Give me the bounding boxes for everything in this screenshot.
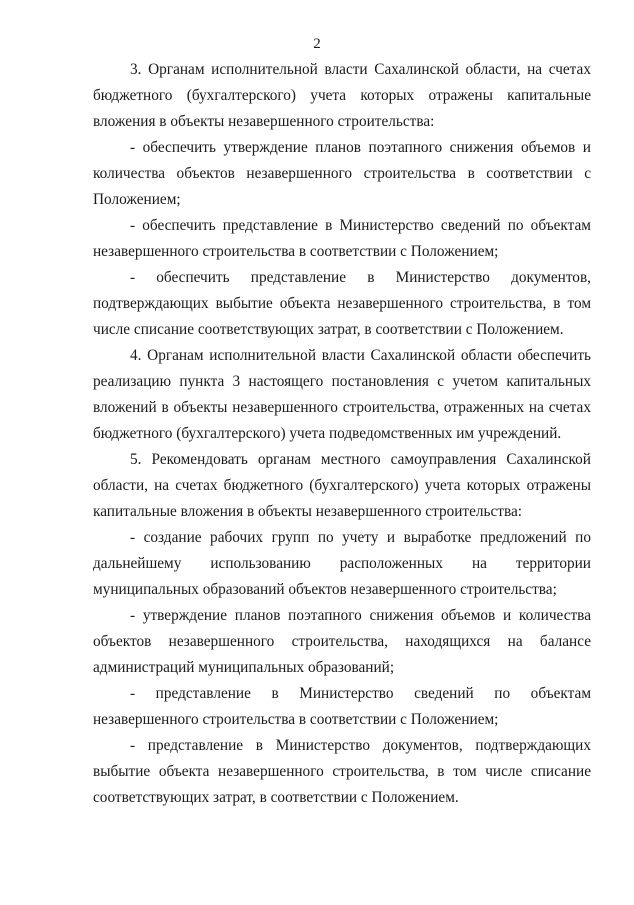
paragraph-5-item-documents: - представление в Министерство документов, подтверждающих выбытие объекта незавершенного строительства, в том числе списание соответствующих затрат, в соответствии с Положением. [93, 737, 591, 806]
paragraph-3-item-info: - обеспечить представление в Министерство сведений по объектам незавершенного строительства в соответствии с Положением; [93, 217, 591, 260]
paragraph-5-item-working-groups: - создание рабочих групп по учету и выработке предложений по дальнейшему использованию расположенных на территории муниципальных образований объектов незавершенного строительства; [93, 529, 591, 598]
paragraph-5-item-plans: - утверждение планов поэтапного снижения объемов и количества объектов незавершенного строительства, находящихся на балансе администраций муниципальных образований; [93, 607, 591, 676]
page-number: 2 [313, 36, 321, 52]
paragraph-4: 4. Органам исполнительной власти Сахалинской области обеспечить реализацию пункта 3 настоящего постановления с учетом капитальных вложений в объекты незавершенного строительства, отраженных на счетах бюджетного (бухгалтерского) учета подведомственных им учреждений. [93, 347, 591, 442]
paragraph-3-intro: 3. Органам исполнительной власти Сахалинской области, на счетах бюджетного (бухгалтерского) учета которых отражены капитальные вложения в объекты незавершенного строительства: [93, 61, 591, 130]
paragraph-5-item-info: - представление в Министерство сведений по объектам незавершенного строительства в соответствии с Положением; [93, 685, 591, 728]
paragraph-3-item-plans: - обеспечить утверждение планов поэтапного снижения объемов и количества объектов незавершенного строительства в соответствии с Положением; [93, 139, 591, 208]
document-body [93, 57, 591, 811]
paragraph-3-item-documents: - обеспечить представление в Министерство документов, подтверждающих выбытие объекта незавершенного строительства, в том числе списание соответствующих затрат, в соответствии с Положением. [93, 269, 591, 338]
paragraph-5-intro: 5. Рекомендовать органам местного самоуправления Сахалинской области, на счетах бюджетного (бухгалтерского) учета которых отражены капитальные вложения в объекты незавершенного строительства: [93, 451, 591, 520]
